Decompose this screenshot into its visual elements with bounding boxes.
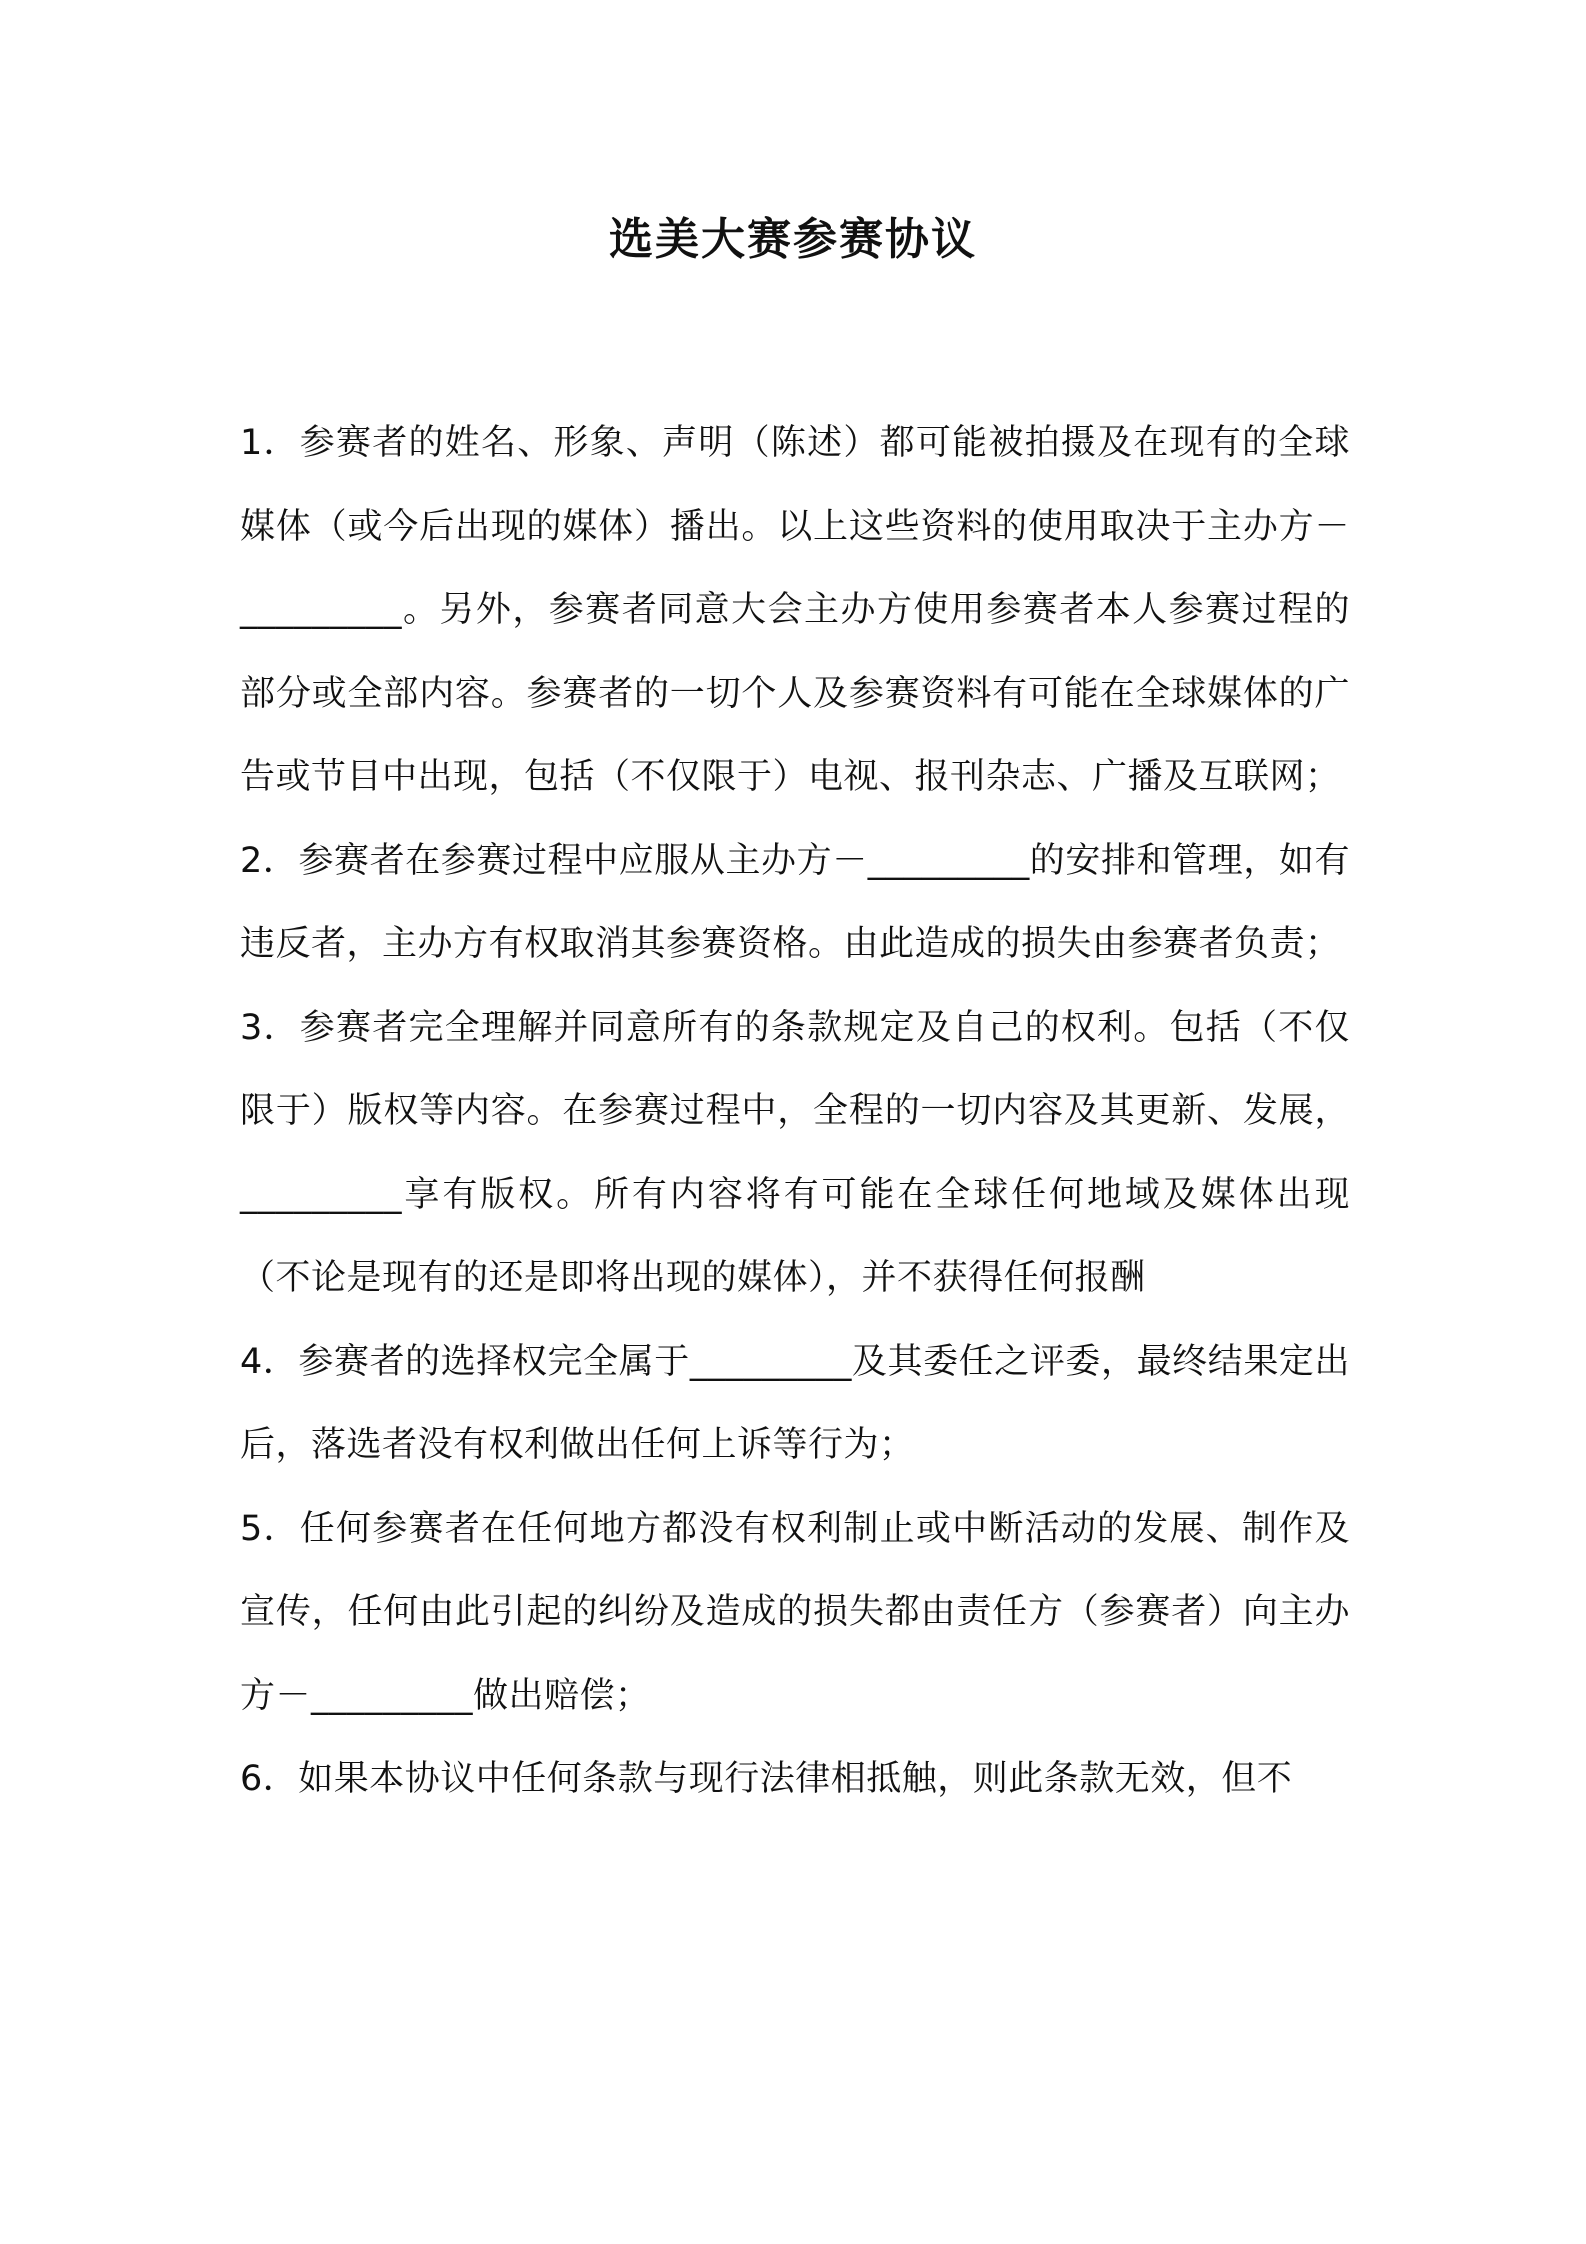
document-body [240,402,1350,1822]
clause-2: 2．参赛者在参赛过程中应服从主办方－_________的安排和管理，如有违反者，主办方有权取消其参赛资格。由此造成的损失由参赛者负责； [240,840,1350,964]
clause-1: 1．参赛者的姓名、形象、声明（陈述）都可能被拍摄及在现有的全球媒体（或今后出现的媒体）播出。以上这些资料的使用取决于主办方－_________。另外，参赛者同意大会主办方使用参赛者本人参赛过程的部分或全部内容。参赛者的一切个人及参赛资料有可能在全球媒体的广告或节目中出现，包括（不仅限于）电视、报刊杂志、广播及互联网； [240,423,1350,797]
document-title: 选美大赛参赛协议 [609,214,977,265]
clause-3: 3．参赛者完全理解并同意所有的条款规定及自己的权利。包括（不仅限于）版权等内容。在参赛过程中，全程的一切内容及其更新、发展，_________享有版权。所有内容将有可能在全球任何地域及媒体出现（不论是现有的还是即将出现的媒体），并不获得任何报酬 [240,1007,1350,1298]
clause-4: 4．参赛者的选择权完全属于_________及其委任之评委，最终结果定出后，落选者没有权利做出任何上诉等行为； [240,1341,1350,1465]
clause-6: 6．如果本协议中任何条款与现行法律相抵触，则此条款无效，但不 [240,1759,1293,1799]
clause-5: 5．任何参赛者在任何地方都没有权利制止或中断活动的发展、制作及宣传，任何由此引起的纠纷及造成的损失都由责任方（参赛者）向主办方－_________做出赔偿； [240,1508,1350,1716]
